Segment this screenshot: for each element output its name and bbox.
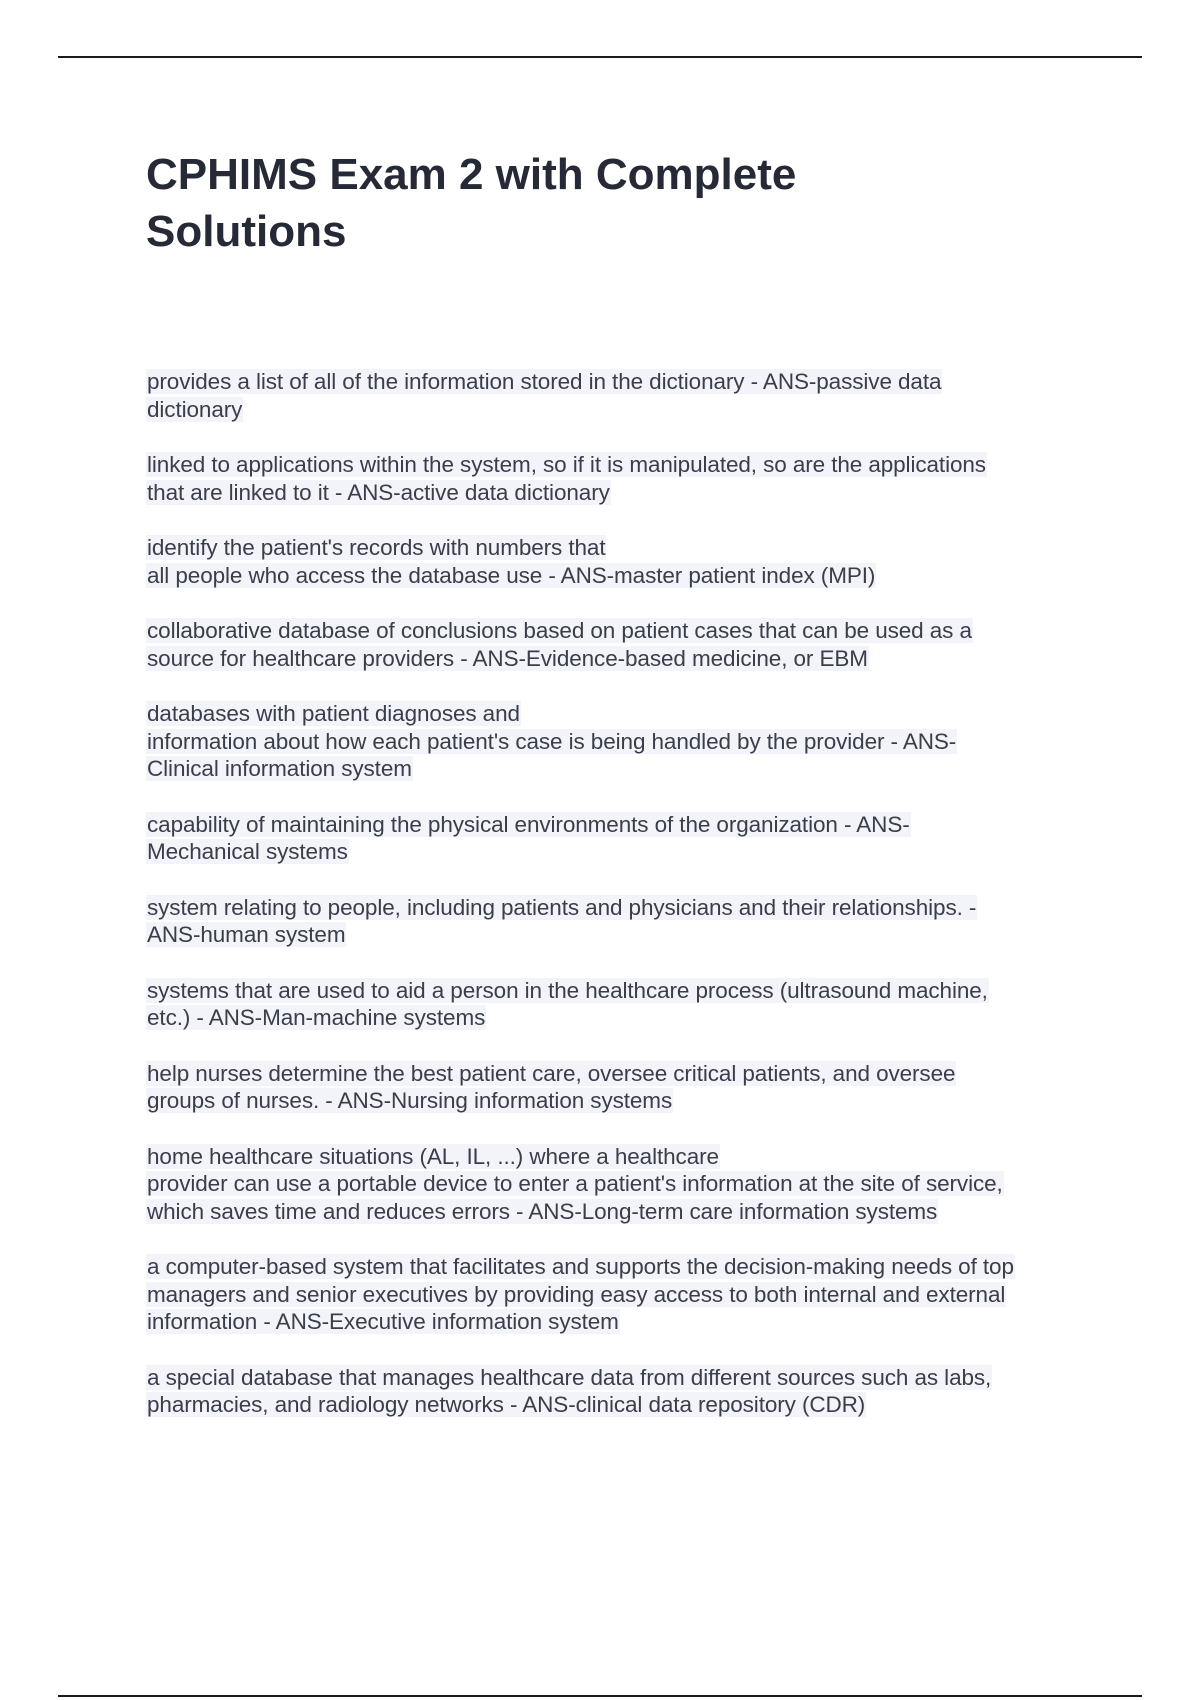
qa-item bbox=[146, 1253, 1096, 1336]
qa-item bbox=[146, 700, 1096, 783]
qa-item bbox=[146, 1364, 1096, 1419]
qa-item bbox=[146, 368, 1096, 423]
qa-item bbox=[146, 977, 1096, 1032]
qa-text-line: provides a list of all of the information stored in the dictionary - ANS-passive data bbox=[147, 369, 942, 394]
qa-item bbox=[146, 534, 1096, 589]
qa-text-line: etc.) - ANS-Man-machine systems bbox=[147, 1005, 486, 1030]
qa-text-line: ANS-human system bbox=[147, 922, 346, 947]
qa-text-line: help nurses determine the best patient care, oversee critical patients, and oversee bbox=[147, 1060, 956, 1086]
qa-text-line: source for healthcare providers - ANS-Evidence-based medicine, or EBM bbox=[147, 645, 868, 671]
qa-text-line: groups of nurses. - ANS-Nursing information systems bbox=[147, 1088, 673, 1113]
qa-text-line: systems that are used to aid a person in the healthcare process (ultrasound machine, bbox=[147, 977, 988, 1003]
qa-text-line: pharmacies, and radiology networks - ANS-clinical data repository (CDR) bbox=[147, 1392, 866, 1417]
qa-text-line: Clinical information system bbox=[147, 756, 412, 781]
qa-item bbox=[146, 1143, 1096, 1226]
qa-text-line: all people who access the database use - ANS-master patient index (MPI) bbox=[147, 562, 876, 588]
qa-text-line: managers and senior executives by providing easy access to both internal and external bbox=[147, 1281, 1006, 1307]
qa-text-line: collaborative database of conclusions based on patient cases that can be used as a bbox=[147, 618, 972, 643]
document-title bbox=[146, 146, 1046, 260]
qa-text-line: that are linked to it - ANS-active data dictionary bbox=[147, 479, 610, 505]
bottom-rule bbox=[58, 1695, 1142, 1697]
qa-text-line: Mechanical systems bbox=[147, 839, 348, 864]
qa-text-line: dictionary bbox=[147, 396, 243, 422]
qa-item bbox=[146, 894, 1096, 949]
qa-item bbox=[146, 811, 1096, 866]
qa-item bbox=[146, 451, 1096, 506]
qa-text-line: a computer-based system that facilitates and supports the decision-making needs of top bbox=[147, 1254, 1014, 1279]
qa-text-line: capability of maintaining the physical environments of the organization - ANS- bbox=[147, 811, 910, 837]
qa-text-line: linked to applications within the system, so if it is manipulated, so are the applications bbox=[147, 452, 986, 477]
qa-text-line: which saves time and reduces errors - ANS-Long-term care information systems bbox=[147, 1198, 938, 1224]
qa-text-line: information about how each patient's case is being handled by the provider - ANS- bbox=[147, 728, 957, 754]
qa-text-line: home healthcare situations (AL, IL, ...) where a healthcare bbox=[147, 1143, 719, 1169]
qa-text-line: databases with patient diagnoses and bbox=[147, 701, 520, 726]
qa-text-line: a special database that manages healthcare data from different sources such as labs, bbox=[147, 1364, 992, 1390]
qa-list bbox=[146, 368, 1096, 1447]
qa-text-line: system relating to people, including patients and physicians and their relationships. - bbox=[147, 894, 977, 920]
top-rule bbox=[58, 56, 1142, 58]
qa-item bbox=[146, 1060, 1096, 1115]
title-line-2: Solutions bbox=[146, 207, 347, 256]
qa-text-line: identify the patient's records with numbers that bbox=[147, 535, 606, 560]
qa-text-line: information - ANS-Executive information system bbox=[147, 1309, 619, 1334]
qa-text-line: provider can use a portable device to enter a patient's information at the site of service, bbox=[147, 1171, 1003, 1196]
qa-item bbox=[146, 617, 1096, 672]
title-line-1: CPHIMS Exam 2 with Complete bbox=[146, 150, 797, 199]
